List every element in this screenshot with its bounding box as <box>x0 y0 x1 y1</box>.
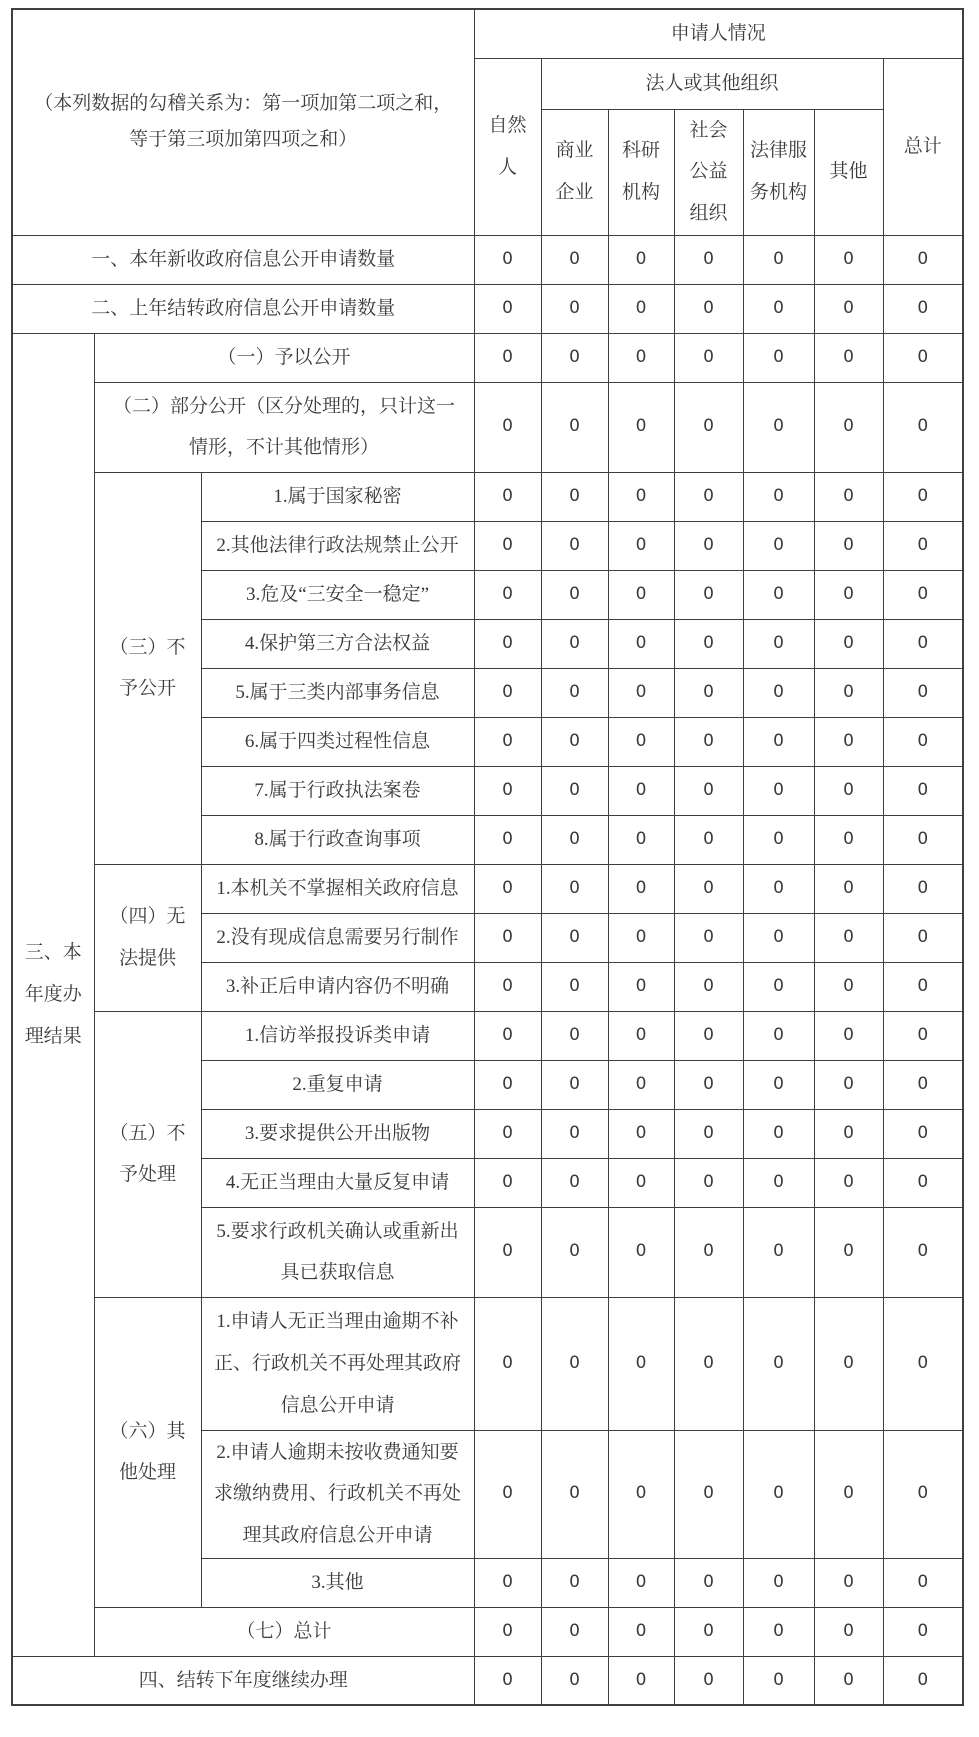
value-cell: 0 <box>541 1011 608 1060</box>
value-cell: 0 <box>743 815 814 864</box>
value-cell: 0 <box>883 717 963 766</box>
value-cell: 0 <box>674 717 743 766</box>
value-cell: 0 <box>883 521 963 570</box>
value-cell: 0 <box>743 1109 814 1158</box>
header-legal-or-other-org: 法人或其他组织 <box>541 58 883 109</box>
col-header-legal-service-org: 法律服务机构 <box>743 109 814 235</box>
value-cell: 0 <box>541 570 608 619</box>
value-cell: 0 <box>743 668 814 717</box>
value-cell: 0 <box>883 472 963 521</box>
value-cell: 0 <box>474 815 541 864</box>
value-cell: 0 <box>608 619 674 668</box>
value-cell: 0 <box>608 1109 674 1158</box>
value-cell: 0 <box>541 1656 608 1705</box>
value-cell: 0 <box>674 668 743 717</box>
value-cell: 0 <box>541 284 608 333</box>
value-cell: 0 <box>541 1607 608 1656</box>
value-cell: 0 <box>608 1607 674 1656</box>
value-cell: 0 <box>743 333 814 382</box>
value-cell: 0 <box>474 570 541 619</box>
row-label-still-unclear-after-correction: 3.补正后申请内容仍不明确 <box>201 962 474 1011</box>
value-cell: 0 <box>541 962 608 1011</box>
row-label-request-publications: 3.要求提供公开出版物 <box>201 1109 474 1158</box>
value-cell: 0 <box>541 1158 608 1207</box>
value-cell: 0 <box>814 1430 883 1558</box>
value-cell: 0 <box>814 913 883 962</box>
value-cell: 0 <box>743 1430 814 1558</box>
value-cell: 0 <box>474 1207 541 1297</box>
group-label-not-disclosed: （三）不予公开 <box>94 472 201 864</box>
value-cell: 0 <box>674 864 743 913</box>
value-cell: 0 <box>814 864 883 913</box>
value-cell: 0 <box>674 1109 743 1158</box>
value-cell: 0 <box>883 1558 963 1607</box>
value-cell: 0 <box>743 913 814 962</box>
value-cell: 0 <box>674 570 743 619</box>
row-label-prohibited-by-law: 2.其他法律行政法规禁止公开 <box>201 521 474 570</box>
row-label-overdue-fee-unpaid: 2.申请人逾期未按收费通知要求缴纳费用、行政机关不再处理其政府信息公开申请 <box>201 1430 474 1558</box>
value-cell: 0 <box>814 717 883 766</box>
value-cell: 0 <box>541 913 608 962</box>
disclosure-application-table <box>11 8 964 1706</box>
value-cell: 0 <box>608 962 674 1011</box>
value-cell: 0 <box>608 1060 674 1109</box>
row-label-carried-over-applications: 二、上年结转政府信息公开申请数量 <box>12 284 474 333</box>
value-cell: 0 <box>674 1060 743 1109</box>
value-cell: 0 <box>743 235 814 284</box>
row-label-internal-affairs-info: 5.属于三类内部事务信息 <box>201 668 474 717</box>
value-cell: 0 <box>608 1011 674 1060</box>
value-cell: 0 <box>474 668 541 717</box>
col-header-total: 总计 <box>883 58 963 235</box>
value-cell: 0 <box>814 1607 883 1656</box>
value-cell: 0 <box>883 619 963 668</box>
value-cell: 0 <box>883 815 963 864</box>
row-label-repeated-application: 2.重复申请 <box>201 1060 474 1109</box>
value-cell: 0 <box>608 333 674 382</box>
value-cell: 0 <box>814 962 883 1011</box>
value-cell: 0 <box>743 1558 814 1607</box>
value-cell: 0 <box>674 1430 743 1558</box>
value-cell: 0 <box>608 521 674 570</box>
value-cell: 0 <box>743 472 814 521</box>
value-cell: 0 <box>743 382 814 472</box>
value-cell: 0 <box>674 1297 743 1430</box>
row-label-other: 3.其他 <box>201 1558 474 1607</box>
value-cell: 0 <box>674 1656 743 1705</box>
value-cell: 0 <box>474 1060 541 1109</box>
value-cell: 0 <box>608 913 674 962</box>
value-cell: 0 <box>814 619 883 668</box>
value-cell: 0 <box>474 1430 541 1558</box>
value-cell: 0 <box>474 766 541 815</box>
value-cell: 0 <box>608 235 674 284</box>
value-cell: 0 <box>608 1656 674 1705</box>
value-cell: 0 <box>674 1607 743 1656</box>
value-cell: 0 <box>674 766 743 815</box>
value-cell: 0 <box>608 815 674 864</box>
col-header-commercial-enterprise: 商业企业 <box>541 109 608 235</box>
value-cell: 0 <box>674 472 743 521</box>
value-cell: 0 <box>814 1297 883 1430</box>
row-label-confirm-or-reissue-info: 5.要求行政机关确认或重新出具已获取信息 <box>201 1207 474 1297</box>
row-label-needs-separate-production: 2.没有现成信息需要另行制作 <box>201 913 474 962</box>
row-label-subtotal: （七）总计 <box>94 1607 474 1656</box>
value-cell: 0 <box>474 913 541 962</box>
value-cell: 0 <box>541 864 608 913</box>
value-cell: 0 <box>743 619 814 668</box>
value-cell: 0 <box>883 766 963 815</box>
row-label-info-not-held: 1.本机关不掌握相关政府信息 <box>201 864 474 913</box>
value-cell: 0 <box>743 1207 814 1297</box>
value-cell: 0 <box>743 1060 814 1109</box>
value-cell: 0 <box>474 1297 541 1430</box>
value-cell: 0 <box>814 1558 883 1607</box>
value-cell: 0 <box>608 1558 674 1607</box>
row-label-unjustified-mass-repeat: 4.无正当理由大量反复申请 <box>201 1158 474 1207</box>
value-cell: 0 <box>474 284 541 333</box>
value-cell: 0 <box>814 1158 883 1207</box>
value-cell: 0 <box>541 1297 608 1430</box>
value-cell: 0 <box>743 1158 814 1207</box>
value-cell: 0 <box>608 284 674 333</box>
value-cell: 0 <box>541 235 608 284</box>
value-cell: 0 <box>743 521 814 570</box>
value-cell: 0 <box>541 1430 608 1558</box>
value-cell: 0 <box>883 962 963 1011</box>
value-cell: 0 <box>814 1011 883 1060</box>
value-cell: 0 <box>814 570 883 619</box>
value-cell: 0 <box>883 284 963 333</box>
value-cell: 0 <box>674 1558 743 1607</box>
value-cell: 0 <box>608 668 674 717</box>
value-cell: 0 <box>883 1109 963 1158</box>
value-cell: 0 <box>474 619 541 668</box>
value-cell: 0 <box>541 1558 608 1607</box>
value-cell: 0 <box>674 1207 743 1297</box>
row-label-state-secret: 1.属于国家秘密 <box>201 472 474 521</box>
value-cell: 0 <box>814 1109 883 1158</box>
value-cell: 0 <box>814 382 883 472</box>
value-cell: 0 <box>474 1109 541 1158</box>
row-label-third-party-rights: 4.保护第三方合法权益 <box>201 619 474 668</box>
value-cell: 0 <box>814 1656 883 1705</box>
col-header-research-institution: 科研机构 <box>608 109 674 235</box>
value-cell: 0 <box>743 284 814 333</box>
value-cell: 0 <box>608 766 674 815</box>
value-cell: 0 <box>474 1158 541 1207</box>
value-cell: 0 <box>743 1297 814 1430</box>
value-cell: 0 <box>608 1297 674 1430</box>
row-label-carried-to-next-year: 四、结转下年度继续办理 <box>12 1656 474 1705</box>
value-cell: 0 <box>608 382 674 472</box>
value-cell: 0 <box>674 235 743 284</box>
value-cell: 0 <box>883 235 963 284</box>
value-cell: 0 <box>541 1060 608 1109</box>
value-cell: 0 <box>674 333 743 382</box>
row-label-new-applications: 一、本年新收政府信息公开申请数量 <box>12 235 474 284</box>
value-cell: 0 <box>674 1011 743 1060</box>
value-cell: 0 <box>883 1158 963 1207</box>
group-label-other-handling: （六）其他处理 <box>94 1297 201 1607</box>
value-cell: 0 <box>608 717 674 766</box>
value-cell: 0 <box>883 382 963 472</box>
value-cell: 0 <box>743 864 814 913</box>
value-cell: 0 <box>674 521 743 570</box>
value-cell: 0 <box>474 472 541 521</box>
value-cell: 0 <box>674 815 743 864</box>
value-cell: 0 <box>541 766 608 815</box>
value-cell: 0 <box>743 1656 814 1705</box>
value-cell: 0 <box>883 668 963 717</box>
value-cell: 0 <box>814 521 883 570</box>
row-label-partial-disclosure: （二）部分公开（区分处理的，只计这一情形，不计其他情形） <box>94 382 474 472</box>
group-label-unable-to-provide: （四）无法提供 <box>94 864 201 1011</box>
value-cell: 0 <box>541 521 608 570</box>
value-cell: 0 <box>474 1558 541 1607</box>
value-cell: 0 <box>883 1656 963 1705</box>
value-cell: 0 <box>814 1207 883 1297</box>
value-cell: 0 <box>883 864 963 913</box>
value-cell: 0 <box>674 382 743 472</box>
reconciliation-note: （本列数据的勾稽关系为：第一项加第二项之和，等于第三项加第四项之和） <box>34 93 453 151</box>
value-cell: 0 <box>883 570 963 619</box>
value-cell: 0 <box>814 1060 883 1109</box>
value-cell: 0 <box>541 333 608 382</box>
value-cell: 0 <box>743 766 814 815</box>
value-cell: 0 <box>743 1011 814 1060</box>
value-cell: 0 <box>674 284 743 333</box>
value-cell: 0 <box>743 570 814 619</box>
value-cell: 0 <box>608 1158 674 1207</box>
value-cell: 0 <box>608 472 674 521</box>
value-cell: 0 <box>474 962 541 1011</box>
col-header-other: 其他 <box>814 109 883 235</box>
value-cell: 0 <box>743 717 814 766</box>
value-cell: 0 <box>674 619 743 668</box>
value-cell: 0 <box>474 864 541 913</box>
value-cell: 0 <box>474 382 541 472</box>
value-cell: 0 <box>608 1430 674 1558</box>
group-label-not-processed: （五）不予处理 <box>94 1011 201 1297</box>
value-cell: 0 <box>541 382 608 472</box>
reconciliation-note-cell <box>12 9 474 235</box>
value-cell: 0 <box>814 472 883 521</box>
value-cell: 0 <box>541 1109 608 1158</box>
value-cell: 0 <box>608 864 674 913</box>
value-cell: 0 <box>541 815 608 864</box>
value-cell: 0 <box>474 717 541 766</box>
value-cell: 0 <box>883 913 963 962</box>
col-header-natural-person: 自然人 <box>474 58 541 235</box>
value-cell: 0 <box>883 1011 963 1060</box>
value-cell: 0 <box>608 1207 674 1297</box>
value-cell: 0 <box>743 1607 814 1656</box>
value-cell: 0 <box>474 1656 541 1705</box>
section-label-annual-handling-results: 三、本年度办理结果 <box>12 333 94 1656</box>
value-cell: 0 <box>541 717 608 766</box>
value-cell: 0 <box>814 766 883 815</box>
row-label-enforcement-case-files: 7.属于行政执法案卷 <box>201 766 474 815</box>
value-cell: 0 <box>883 333 963 382</box>
value-cell: 0 <box>541 472 608 521</box>
value-cell: 0 <box>608 570 674 619</box>
row-label-process-info: 6.属于四类过程性信息 <box>201 717 474 766</box>
value-cell: 0 <box>883 1207 963 1297</box>
value-cell: 0 <box>814 333 883 382</box>
value-cell: 0 <box>541 668 608 717</box>
value-cell: 0 <box>474 333 541 382</box>
value-cell: 0 <box>541 619 608 668</box>
row-label-granted-disclosure: （一）予以公开 <box>94 333 474 382</box>
value-cell: 0 <box>883 1607 963 1656</box>
value-cell: 0 <box>814 235 883 284</box>
value-cell: 0 <box>674 962 743 1011</box>
value-cell: 0 <box>474 1607 541 1656</box>
value-cell: 0 <box>814 815 883 864</box>
value-cell: 0 <box>541 1207 608 1297</box>
value-cell: 0 <box>743 962 814 1011</box>
value-cell: 0 <box>883 1060 963 1109</box>
value-cell: 0 <box>883 1297 963 1430</box>
row-label-overdue-no-correction: 1.申请人无正当理由逾期不补正、行政机关不再处理其政府信息公开申请 <box>201 1297 474 1430</box>
value-cell: 0 <box>814 284 883 333</box>
value-cell: 0 <box>814 668 883 717</box>
value-cell: 0 <box>883 1430 963 1558</box>
header-applicant-status: 申请人情况 <box>474 9 963 58</box>
value-cell: 0 <box>474 235 541 284</box>
value-cell: 0 <box>474 521 541 570</box>
value-cell: 0 <box>474 1011 541 1060</box>
row-label-endanger-security-stability: 3.危及“三安全一稳定” <box>201 570 474 619</box>
row-label-administrative-inquiry: 8.属于行政查询事项 <box>201 815 474 864</box>
value-cell: 0 <box>674 1158 743 1207</box>
col-header-social-welfare-org: 社会公益组织 <box>674 109 743 235</box>
row-label-petition-complaint-type: 1.信访举报投诉类申请 <box>201 1011 474 1060</box>
value-cell: 0 <box>674 913 743 962</box>
